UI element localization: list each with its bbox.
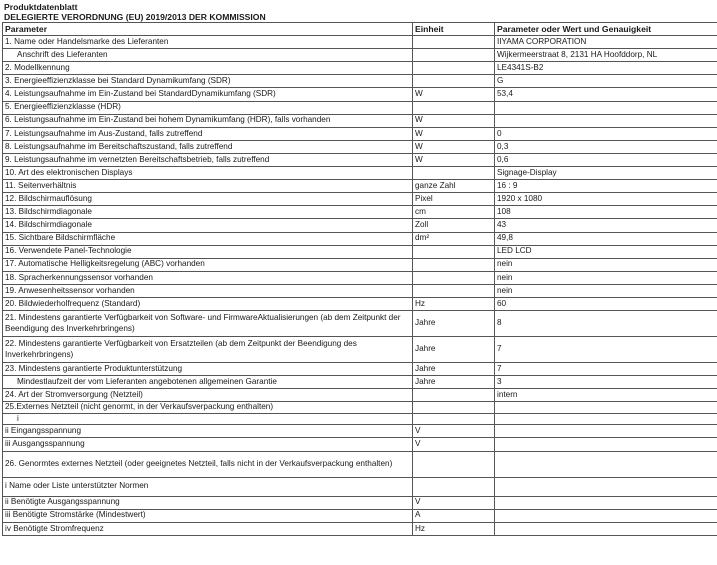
table-row xyxy=(3,389,717,402)
parameter-cell: 18. Spracherkennungssensor vorhanden xyxy=(3,271,413,284)
document-subtitle: DELEGIERTE VERORDNUNG (EU) 2019/2013 DER KOMMISSION xyxy=(4,12,266,22)
unit-cell xyxy=(413,62,495,75)
value-cell: 7 xyxy=(495,363,717,376)
parameter-cell: 25.Externes Netzteil (nicht genormt, in der Verkaufsverpackung enthalten) xyxy=(3,402,413,414)
parameter-cell: 6. Leistungsaufnahme im Ein-Zustand bei hohem Dynamikumfang (HDR), falls vorhanden xyxy=(3,114,413,127)
table-row xyxy=(3,232,717,245)
value-cell: 8 xyxy=(495,311,717,337)
unit-cell xyxy=(413,389,495,402)
parameter-cell: ii Eingangsspannung xyxy=(3,425,413,438)
unit-cell: Zoll xyxy=(413,219,495,232)
value-cell xyxy=(495,522,717,535)
table-row xyxy=(3,193,717,206)
value-cell: 60 xyxy=(495,297,717,310)
table-row xyxy=(3,219,717,232)
table-row xyxy=(3,36,717,49)
parameter-cell: iii Benötigte Stromstärke (Mindestwert) xyxy=(3,509,413,522)
value-cell: 43 xyxy=(495,219,717,232)
unit-cell xyxy=(413,75,495,88)
unit-cell: cm xyxy=(413,206,495,219)
unit-cell xyxy=(413,402,495,414)
table-row xyxy=(3,425,717,438)
unit-cell xyxy=(413,477,495,496)
parameter-cell: 1. Name oder Handelsmarke des Lieferanten xyxy=(3,36,413,49)
value-cell: LE4341S-B2 xyxy=(495,62,717,75)
parameter-cell: 16. Verwendete Panel-Technologie xyxy=(3,245,413,258)
table-row xyxy=(3,49,717,62)
parameter-cell: 12. Bildschirmauflösung xyxy=(3,193,413,206)
parameter-cell: 4. Leistungsaufnahme im Ein-Zustand bei StandardDynamikumfang (SDR) xyxy=(3,88,413,101)
parameter-cell: i xyxy=(3,413,413,425)
unit-cell xyxy=(413,49,495,62)
parameter-cell: 7. Leistungsaufnahme im Aus-Zustand, falls zutreffend xyxy=(3,127,413,140)
unit-cell xyxy=(413,413,495,425)
table-row xyxy=(3,206,717,219)
value-cell xyxy=(495,438,717,451)
value-cell xyxy=(495,413,717,425)
unit-cell xyxy=(413,245,495,258)
value-cell: nein xyxy=(495,258,717,271)
parameter-cell: 20. Bildwiederholfrequenz (Standard) xyxy=(3,297,413,310)
table-row xyxy=(3,88,717,101)
document-title: Produktdatenblatt xyxy=(4,2,78,12)
table-row xyxy=(3,402,717,414)
unit-cell: V xyxy=(413,438,495,451)
unit-cell: V xyxy=(413,496,495,509)
parameter-cell: 22. Mindestens garantierte Verfügbarkeit von Ersatzteilen (ab dem Zeitpunkt der Beendigung des Inverkehrbringens) xyxy=(3,337,413,363)
table-row xyxy=(3,284,717,297)
value-cell xyxy=(495,496,717,509)
column-header-unit: Einheit xyxy=(413,23,495,36)
unit-cell: W xyxy=(413,153,495,166)
unit-cell: Hz xyxy=(413,297,495,310)
unit-cell: ganze Zahl xyxy=(413,180,495,193)
value-cell: 53,4 xyxy=(495,88,717,101)
table-row xyxy=(3,127,717,140)
table-row xyxy=(3,153,717,166)
unit-cell xyxy=(413,451,495,477)
table-row xyxy=(3,376,717,389)
parameter-cell: i Name oder Liste unterstützter Normen xyxy=(3,477,413,496)
value-cell: nein xyxy=(495,271,717,284)
parameter-table xyxy=(2,22,717,536)
unit-cell: dm² xyxy=(413,232,495,245)
parameter-cell: 13. Bildschirmdiagonale xyxy=(3,206,413,219)
value-cell: 3 xyxy=(495,376,717,389)
value-cell: 0 xyxy=(495,127,717,140)
table-row xyxy=(3,167,717,180)
table-row xyxy=(3,337,717,363)
table-row xyxy=(3,258,717,271)
parameter-cell: 19. Anwesenheitssensor vorhanden xyxy=(3,284,413,297)
unit-cell: W xyxy=(413,114,495,127)
value-cell: 7 xyxy=(495,337,717,363)
table-row xyxy=(3,114,717,127)
parameter-cell: 2. Modellkennung xyxy=(3,62,413,75)
table-row xyxy=(3,311,717,337)
parameter-cell: iv Benötigte Stromfrequenz xyxy=(3,522,413,535)
parameter-cell: 10. Art des elektronischen Displays xyxy=(3,167,413,180)
table-row xyxy=(3,363,717,376)
table-row xyxy=(3,496,717,509)
value-cell xyxy=(495,101,717,114)
table-header-row xyxy=(3,23,717,36)
parameter-cell: 15. Sichtbare Bildschirmfläche xyxy=(3,232,413,245)
parameter-cell: 9. Leistungsaufnahme im vernetzten Bereitschaftsbetrieb, falls zutreffend xyxy=(3,153,413,166)
table-row xyxy=(3,522,717,535)
value-cell xyxy=(495,425,717,438)
parameter-cell: ii Benötigte Ausgangsspannung xyxy=(3,496,413,509)
table-row xyxy=(3,438,717,451)
parameter-cell: iii Ausgangsspannung xyxy=(3,438,413,451)
value-cell: 1920 x 1080 xyxy=(495,193,717,206)
table-row xyxy=(3,477,717,496)
table-row xyxy=(3,180,717,193)
unit-cell xyxy=(413,271,495,284)
datasheet xyxy=(2,2,714,536)
unit-cell: Jahre xyxy=(413,363,495,376)
unit-cell: V xyxy=(413,425,495,438)
unit-cell: Pixel xyxy=(413,193,495,206)
unit-cell: A xyxy=(413,509,495,522)
unit-cell: W xyxy=(413,140,495,153)
column-header-value: Parameter oder Wert und Genauigkeit xyxy=(495,23,717,36)
value-cell: Signage-Display xyxy=(495,167,717,180)
table-row xyxy=(3,413,717,425)
unit-cell: Jahre xyxy=(413,376,495,389)
table-row xyxy=(3,451,717,477)
parameter-cell: 11. Seitenverhältnis xyxy=(3,180,413,193)
value-cell: IIYAMA CORPORATION xyxy=(495,36,717,49)
value-cell: 0,6 xyxy=(495,153,717,166)
parameter-cell: 5. Energieeffizienzklasse (HDR) xyxy=(3,101,413,114)
column-header-parameter: Parameter xyxy=(3,23,413,36)
parameter-cell: 3. Energieeffizienzklasse bei Standard Dynamikumfang (SDR) xyxy=(3,75,413,88)
value-cell: 16 : 9 xyxy=(495,180,717,193)
table-row xyxy=(3,140,717,153)
parameter-cell: 17. Automatische Helligkeitsregelung (ABC) vorhanden xyxy=(3,258,413,271)
value-cell xyxy=(495,402,717,414)
parameter-cell: Mindestlaufzeit der vom Lieferanten angebotenen allgemeinen Garantie xyxy=(3,376,413,389)
table-row xyxy=(3,297,717,310)
table-row xyxy=(3,75,717,88)
table-row xyxy=(3,509,717,522)
value-cell: LED LCD xyxy=(495,245,717,258)
parameter-cell: 21. Mindestens garantierte Verfügbarkeit von Software- und FirmwareAktualisierungen (ab dem Zeitpunkt der Beendigung des Inverkehrbringens) xyxy=(3,311,413,337)
value-cell: 49,8 xyxy=(495,232,717,245)
unit-cell: W xyxy=(413,88,495,101)
value-cell xyxy=(495,114,717,127)
parameter-cell: 26. Genormtes externes Netzteil (oder geeignetes Netzteil, falls nicht in der Verkaufsverpackung enthalten) xyxy=(3,451,413,477)
parameter-cell: 23. Mindestens garantierte Produktunterstützung xyxy=(3,363,413,376)
parameter-cell: 8. Leistungsaufnahme im Bereitschaftszustand, falls zutreffend xyxy=(3,140,413,153)
unit-cell xyxy=(413,284,495,297)
table-row xyxy=(3,62,717,75)
value-cell xyxy=(495,451,717,477)
value-cell: 0,3 xyxy=(495,140,717,153)
value-cell: G xyxy=(495,75,717,88)
unit-cell: Hz xyxy=(413,522,495,535)
value-cell: Wijkermeerstraat 8, 2131 HA Hoofddorp, NL xyxy=(495,49,717,62)
unit-cell: Jahre xyxy=(413,311,495,337)
value-cell: 108 xyxy=(495,206,717,219)
table-row xyxy=(3,101,717,114)
parameter-cell: 14. Bildschirmdiagonale xyxy=(3,219,413,232)
table-row xyxy=(3,245,717,258)
value-cell: intern xyxy=(495,389,717,402)
value-cell xyxy=(495,477,717,496)
unit-cell: Jahre xyxy=(413,337,495,363)
value-cell: nein xyxy=(495,284,717,297)
value-cell xyxy=(495,509,717,522)
unit-cell xyxy=(413,101,495,114)
unit-cell xyxy=(413,167,495,180)
unit-cell: W xyxy=(413,127,495,140)
table-row xyxy=(3,271,717,284)
unit-cell xyxy=(413,36,495,49)
parameter-cell: Anschrift des Lieferanten xyxy=(3,49,413,62)
unit-cell xyxy=(413,258,495,271)
parameter-cell: 24. Art der Stromversorgung (Netzteil) xyxy=(3,389,413,402)
